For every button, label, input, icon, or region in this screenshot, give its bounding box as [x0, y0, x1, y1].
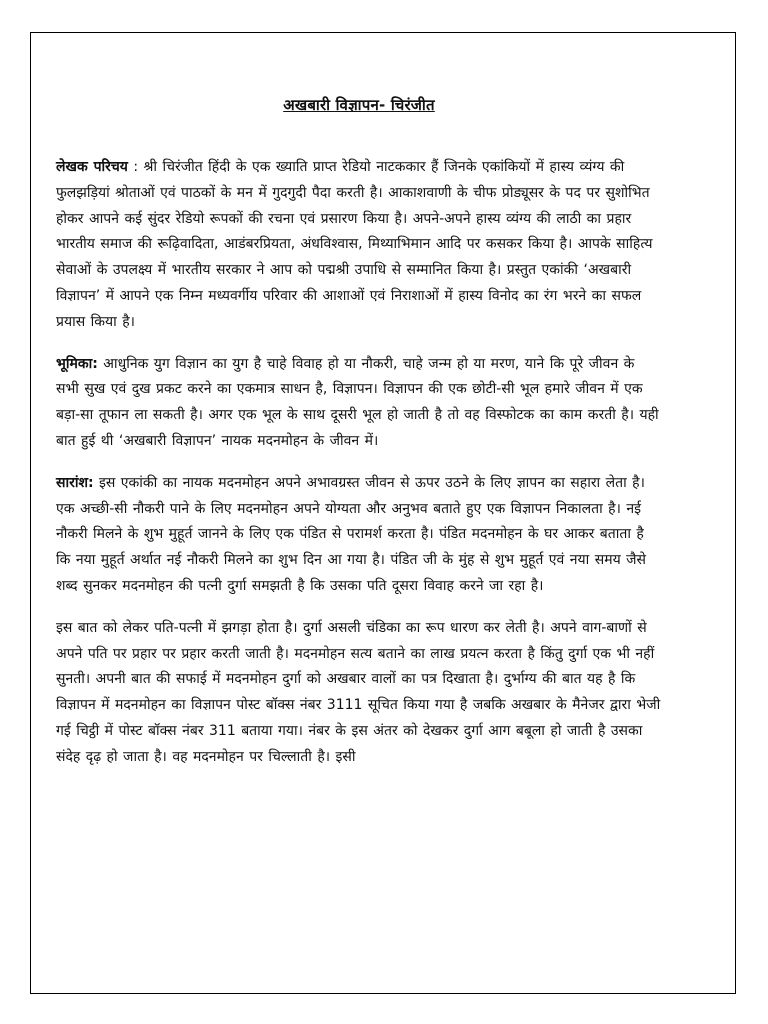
paragraph-summary: [56, 471, 662, 600]
paragraph-label: भूमिका:: [56, 355, 98, 372]
paragraph-text: इस बात को लेकर पति-पत्नी में झगड़ा होता है। दुर्गा असली चंडिका का रूप धारण कर लेती है। अपने वाग-बाणों से अपने पति पर प्रहार पर प्रहार करती जाती है। मदनमोहन सत्य बताने का लाख प्रयत्न करता है किंतु दुर्गा एक भी नहीं सुनती। अपनी बात की सफाई में मदनमोहन दुर्गा को अखबार वालों का पत्र दिखाता है। दुर्भाग्य की बात यह है कि विज्ञापन में मदनमोहन का विज्ञापन पोस्ट बॉक्स नंबर 3111 सूचित किया गया है जबकि अखबार के मैनेजर द्वारा भेजी गई चिट्ठी में पोस्ट बॉक्स नंबर 311 बताया गया। नंबर के इस अंतर को देखकर दुर्गा आग बबूला हो जाती है उसका संदेह दृढ़ हो जाता है। वह मदनमोहन पर चिल्लाती है। इसी: [56, 619, 661, 765]
paragraph-introduction: [56, 352, 662, 455]
paragraph-author-intro: [56, 155, 662, 336]
paragraph-text: : श्री चिरंजीत हिंदी के एक ख्याति प्राप्त रेडियो नाटककार हैं जिनके एकांकियों में हास्य व्यंग्य की फुलझड़ियां श्रोताओं एवं पाठकों के मन में गुदगुदी पैदा करती है। आकाशवाणी के चीफ प्रोड्यूसर के पद पर सुशोभित होकर आपने कई सुंदर रेडियो रूपकों की रचना एवं प्रसारण किया है। अपने-अपने हास्य व्यंग्य की लाठी का प्रहार भारतीय समाज की रूढ़िवादिता, आडंबरप्रियता, अंधविश्वास, मिथ्याभिमान आदि पर कसकर किया है। आपके साहित्य सेवाओं के उपलक्ष्य में भारतीय सरकार ने आप को पद्मश्री उपाधि से सम्मानित किया है। प्रस्तुत एकांकी ‘अखबारी विज्ञापन’ में आपने एक निम्न मध्यवर्गीय परिवार की आशाओं एवं निराशाओं में हास्य विनोद का रंग भरने का सफल प्रयास किया है।: [56, 159, 653, 330]
document-body: [56, 95, 662, 787]
paragraph-summary-continued: [56, 616, 662, 771]
document-title: अखबारी विज्ञापन- चिरंजीत: [283, 96, 435, 114]
paragraph-label: सारांश:: [56, 474, 94, 491]
paragraph-label: लेखक परिचय: [56, 159, 128, 175]
paragraph-text: इस एकांकी का नायक मदनमोहन अपने अभावग्रस्त जीवन से ऊपर उठने के लिए ज्ञापन का सहारा लेता है। एक अच्छी-सी नौकरी पाने के लिए मदनमोहन अपने योग्यता और अनुभव बताते हुए एक विज्ञापन निकालता है। नई नौकरी मिलने के शुभ मुहूर्त जानने के लिए एक पंडित से परामर्श करता है। पंडित मदनमोहन के घर आकर बताता है कि नया मुहूर्त अर्थात नई नौकरी मिलने का शुभ दिन आ गया है। पंडित जी के मुंह से शुभ मुहूर्त एवं नया समय जैसे शब्द सुनकर मदनमोहन की पत्नी दुर्गा समझती है कि उसका पति दूसरा विवाह करने जा रहा है।: [56, 474, 647, 594]
paragraph-text: आधुनिक युग विज्ञान का युग है चाहे विवाह हो या नौकरी, चाहे जन्म हो या मरण, याने कि पूरे जीवन के सभी सुख एवं दुख प्रकट करने का एकमात्र साधन है, विज्ञापन। विज्ञापन की एक छोटी-सी भूल हमारे जीवन में एक बड़ा-सा तूफान ला सकती है। अगर एक भूल के साथ दूसरी भूल हो जाती है तो वह विस्फोटक का काम करती है। यही बात हुई थी ‘अखबारी विज्ञापन’ नायक मदनमोहन के जीवन में।: [56, 355, 659, 449]
